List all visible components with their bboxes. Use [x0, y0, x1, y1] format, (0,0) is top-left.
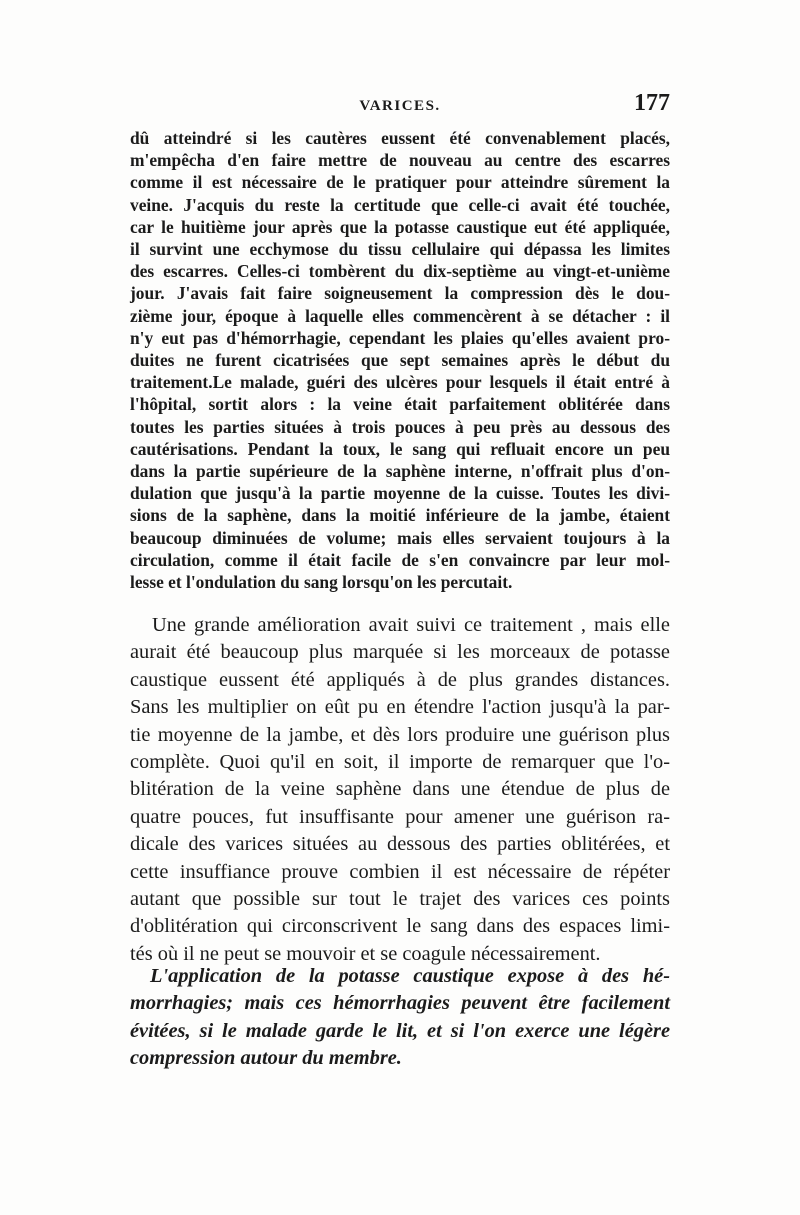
text-line: cautérisations. Pendant la toux, le sang qui refluait encore un peu: [130, 438, 670, 459]
text-line: quatre pouces, fut insuffisante pour amener une guérison ra-: [130, 805, 670, 828]
text-line: complète. Quoi qu'il en soit, il importe de remarquer que l'o-: [130, 751, 670, 774]
text-line: dicale des varices situées au dessous des parties oblitérées, et: [130, 833, 670, 856]
text-line: d'oblitération qui circonscrivent le sang dans des espaces limi-: [130, 915, 670, 938]
text-line: zième jour, époque à laquelle elles commencèrent à se détacher : il: [130, 305, 670, 326]
text-line: L'application de la potasse caustique expose à des hé-: [150, 965, 670, 987]
running-title: VARICES.: [359, 98, 441, 114]
text-line: duites ne furent cicatrisées que sept semaines après le début du: [130, 350, 670, 371]
text-line: traitement.Le malade, guéri des ulcères pour lesquels il était entré à: [130, 372, 670, 393]
text-line: caustique eussent été appliqués à de plus grandes distances.: [130, 668, 670, 691]
text-line: tés où il ne peut se mouvoir et se coagule nécessairement.: [130, 942, 601, 965]
text-line: lesse et l'ondulation du sang lorsqu'on les percutait.: [130, 572, 513, 593]
text-line: dulation que jusqu'à la partie moyenne de la cuisse. Toutes les divi-: [130, 483, 670, 504]
text-line: dû atteindré si les cautères eussent été convenablement placés,: [130, 128, 670, 148]
text-line: compression autour du membre.: [130, 1047, 402, 1070]
text-line: Une grande amélioration avait suivi ce traitement , mais elle: [152, 614, 670, 636]
text-line: beaucoup diminuées de volume; mais elles servaient toujours à la: [130, 527, 670, 548]
page-number: 177: [634, 90, 670, 116]
text-line: veine. J'acquis du reste la certitude que celle-ci avait été touchée,: [130, 194, 670, 215]
page-header: [130, 86, 670, 116]
paragraph-continuation: [130, 127, 670, 593]
text-line: des escarres. Celles-ci tombèrent du dix-septième au vingt-et-unième: [130, 261, 670, 282]
text-line: morrhagies; mais ces hémorrhagies peuvent être facilement: [130, 992, 670, 1015]
text-line: toutes les parties situées à trois pouces à peu près au dessous des: [130, 416, 670, 437]
text-line: sions de la saphène, dans la moitié inférieure de la jambe, étaient: [130, 505, 670, 526]
text-line: car le huitième jour après que la potasse caustique eut été appliquée,: [130, 216, 670, 237]
text-line: jour. J'avais fait faire soigneusement la compression dès le dou-: [130, 283, 670, 304]
text-line: autant que possible sur tout le trajet des varices ces points: [130, 888, 670, 911]
text-line: évitées, si le malade garde le lit, et si l'on exerce une légère: [130, 1019, 670, 1042]
paragraph-italic-summary: [130, 963, 670, 1073]
text-line: l'hôpital, sortit alors : la veine était parfaitement oblitérée dans: [130, 394, 670, 415]
text-line: comme il est nécessaire de le pratiquer pour atteindre sûrement la: [130, 172, 670, 193]
text-line: aurait été beaucoup plus marquée si les morceaux de potasse: [130, 641, 670, 664]
paragraph-amelioration: [130, 612, 670, 968]
text-line: tie moyenne de la jambe, et dès lors produire une guérison plus: [130, 723, 670, 746]
text-line: circulation, comme il était facile de s'en convaincre par leur mol-: [130, 549, 670, 570]
text-line: Sans les multiplier on eût pu en étendre l'action jusqu'à la par-: [130, 696, 670, 719]
text-line: blitération de la veine saphène dans une étendue de plus de: [130, 778, 670, 801]
text-line: m'empêcha d'en faire mettre de nouveau au centre des escarres: [130, 150, 670, 171]
text-line: n'y eut pas d'hémorrhagie, cependant les plaies qu'elles avaient pro-: [130, 327, 670, 348]
text-line: cette insuffiance prouve combien il est nécessaire de répéter: [130, 860, 670, 883]
text-line: dans la partie supérieure de la saphène interne, n'offrait plus d'on-: [130, 461, 670, 482]
text-line: il survint une ecchymose du tissu cellulaire qui dépassa les limites: [130, 239, 670, 260]
